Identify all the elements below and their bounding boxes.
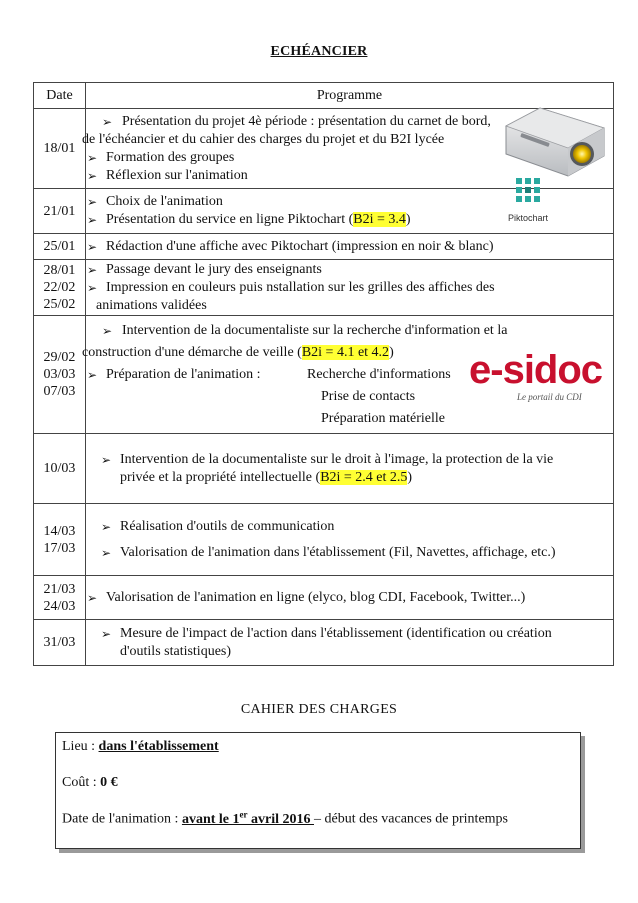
b2i-highlight: B2i = 4.1 et 4.2 <box>301 344 390 360</box>
date-text: 07/03 <box>43 384 76 399</box>
item-text: privée et la propriété intellectuelle ( <box>120 469 321 485</box>
row-date <box>34 109 86 189</box>
date-text: 25/02 <box>43 297 76 312</box>
list-item: ➢ Présentation du projet 4è période : présentation du carnet de bord, <box>86 113 613 131</box>
cout-value: 0 € <box>100 775 118 790</box>
date-text: 22/02 <box>43 280 76 295</box>
list-item: ➢ Choix de l'animation <box>86 193 613 211</box>
row-programme <box>86 260 614 316</box>
date-text: 31/03 <box>43 635 76 650</box>
item-text: ➢ Préparation de l'animation : <box>106 366 261 382</box>
table-row <box>34 260 614 316</box>
cahier-box <box>55 732 581 849</box>
sub-item: Préparation matérielle <box>321 410 445 426</box>
row-programme <box>86 576 614 620</box>
row-date <box>34 576 86 620</box>
row-date <box>34 434 86 504</box>
row-programme <box>86 434 614 504</box>
sub-item: Prise de contacts <box>321 388 416 404</box>
list-item-continuation: de l'échéancier et du cahier des charges du projet et du B2I lycée <box>82 131 445 147</box>
header-programme: Programme <box>86 83 614 109</box>
item-text: ) <box>405 212 411 227</box>
list-item: ➢ Intervention de la documentaliste sur le droit à l'image, la protection de la vie <box>100 451 613 469</box>
table-row <box>34 576 614 620</box>
date-text: 14/03 <box>43 523 76 539</box>
cout-label: Coût : <box>62 775 101 790</box>
date-text: 03/03 <box>43 367 76 382</box>
sub-item: Recherche d'informations <box>307 366 451 382</box>
esidoc-logo <box>465 346 607 412</box>
item-text: ) <box>389 344 394 360</box>
row-date <box>34 620 86 666</box>
header-date: Date <box>34 83 86 109</box>
list-item: ➢ Intervention de la documentaliste sur la recherche d'information et la <box>86 320 613 342</box>
date-text: 28/01 <box>43 263 76 278</box>
list-item-continuation <box>86 469 613 487</box>
b2i-highlight: B2i = 3.4 <box>353 212 406 227</box>
date-text: 21/03 <box>43 581 76 597</box>
item-text: construction d'une démarche de veille ( <box>82 344 302 360</box>
list-item: ➢ Mesure de l'impact de l'action dans l'établissement (identification ou création <box>100 625 613 643</box>
item-text: ) <box>407 469 413 485</box>
lieu-line <box>62 739 219 755</box>
date-text: 17/03 <box>43 540 76 556</box>
list-item: ➢ Réalisation d'outils de communication <box>100 514 613 540</box>
date-text: 18/01 <box>43 141 76 156</box>
projector-image <box>500 98 608 178</box>
table-row <box>34 234 614 260</box>
row-date <box>34 234 86 260</box>
page-title: ECHÉANCIER <box>270 44 368 59</box>
date-value-sup: er <box>239 809 248 819</box>
esidoc-logo-subtitle: Le portail du CDI <box>517 392 582 402</box>
date-line <box>62 809 508 828</box>
row-date <box>34 504 86 576</box>
date-value <box>181 809 314 827</box>
row-programme <box>86 504 614 576</box>
list-item: ➢ Formation des groupes <box>86 149 613 167</box>
cahier-title: CAHIER DES CHARGES <box>240 702 398 717</box>
list-item: ➢ Impression en couleurs puis nstallation sur les grilles des affiches des <box>86 279 613 297</box>
list-item-continuation: animations validées <box>96 297 207 313</box>
row-date <box>34 316 86 434</box>
row-programme <box>86 234 614 260</box>
list-item-continuation: d'outils statistiques) <box>120 643 232 659</box>
lieu-label: Lieu : <box>62 739 99 754</box>
list-item: ➢ Valorisation de l'animation en ligne (elyco, blog CDI, Facebook, Twitter...) <box>86 589 613 607</box>
list-item: ➢ Réflexion sur l'animation <box>86 167 613 185</box>
date-text: 29/02 <box>43 350 76 365</box>
b2i-highlight: B2i = 2.4 et 2.5 <box>320 469 408 485</box>
list-item: ➢ Passage devant le jury des enseignants <box>86 261 613 279</box>
date-label: Date de l'animation : <box>62 811 182 827</box>
item-text: Présentation du service en ligne Piktochart ( <box>106 212 354 227</box>
list-item: ➢ Valorisation de l'animation dans l'établissement (Fil, Navettes, affichage, etc.) <box>100 540 613 566</box>
table-row <box>34 434 614 504</box>
row-programme <box>86 620 614 666</box>
date-text: 25/01 <box>43 239 76 254</box>
list-item: ➢ Rédaction d'une affiche avec Piktochart (impression en noir & blanc) <box>86 238 613 256</box>
row-date <box>34 189 86 234</box>
table-row <box>34 620 614 666</box>
piktochart-logo-icon <box>496 176 560 210</box>
piktochart-logo <box>496 176 560 222</box>
date-suffix: – début des vacances de printemps <box>314 811 508 827</box>
cout-line <box>62 775 118 791</box>
piktochart-logo-text: Piktochart <box>507 213 549 223</box>
date-value-part: avant le 1 <box>181 811 240 827</box>
esidoc-logo-text: e-sidoc <box>469 348 603 392</box>
table-row <box>34 504 614 576</box>
date-value-part: avril 2016 <box>247 811 314 827</box>
lieu-value: dans l'établissement <box>98 739 219 754</box>
date-text: 10/03 <box>43 461 76 476</box>
row-date <box>34 260 86 316</box>
date-text: 21/01 <box>43 203 76 219</box>
date-text: 24/03 <box>43 598 76 614</box>
